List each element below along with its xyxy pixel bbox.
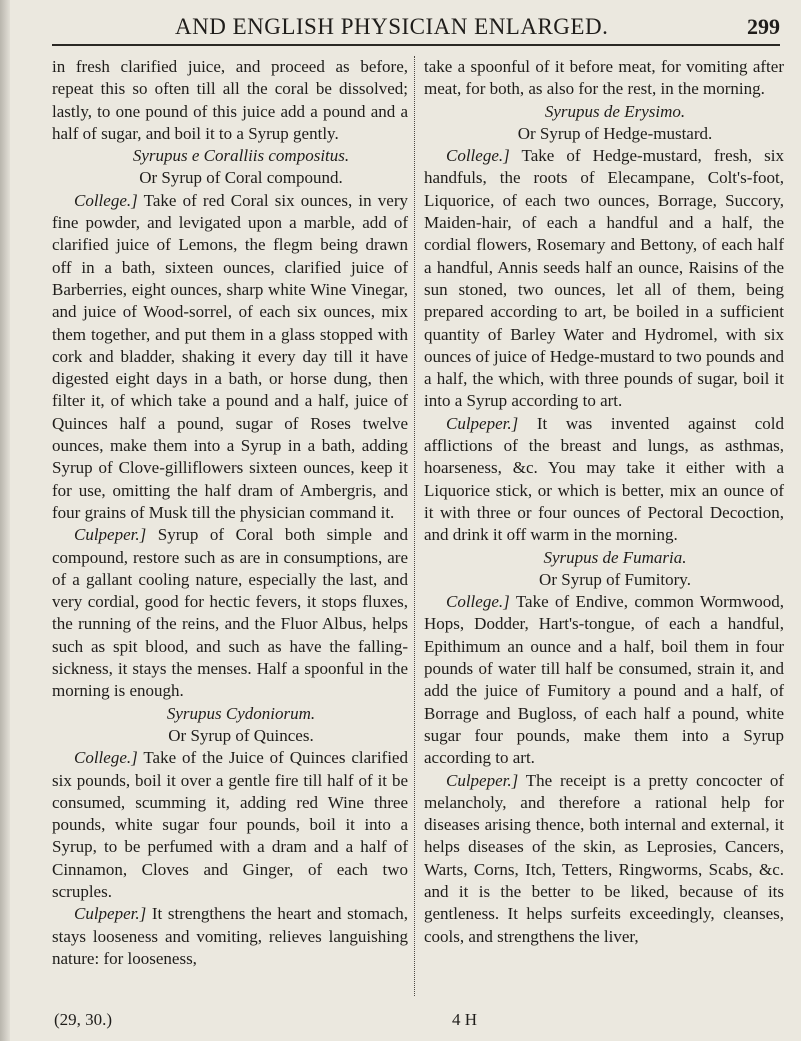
- sheet-number: (29, 30.): [54, 1010, 113, 1029]
- section-subtitle: Or Syrup of Quinces.: [168, 725, 314, 745]
- running-head: AND ENGLISH PHYSICIAN ENLARGED.: [175, 14, 609, 39]
- column-divider: [414, 56, 415, 996]
- speaker-label: College.]: [74, 190, 138, 210]
- paragraph-text: The receipt is a pretty concocter of melancholy, and therefore a rational help for diseases arising thence, both internal and external, it helps diseases of the skin, as Leprosies, Cancers, Warts, Corns, Itch, Tetters, Ringworms, Scabs, &c. and it is the better to be liked, because of its gentleness. It helps surfeits exceedingly, cleanses, cools, and strengthens the liver,: [424, 770, 784, 946]
- paragraph: take a spoonful of it before meat, for vomiting after meat, for both, as also for the rest, in the morning.: [424, 57, 784, 99]
- paragraph-text: Take of Hedge-mustard, fresh, six handfuls, the roots of Elecampane, Colt's-foot, Liquorice, of each two ounces, Borrage, Succory, Maiden-hair, of each a handful and a half, the cordial flowers, Rosemary and Bettony, of each half a handful, Annis seeds half an ounce, Raisins of the sun stoned, two ounces, let all of them, being prepared according to art, be boiled in a sufficient quantity of Barley Water and Hydromel, with six ounces of juice of Hedge-mustard to two pounds and a half, the which, with three pounds of sugar, boil it into a Syrup according to art.: [424, 146, 784, 411]
- paragraph-text: Take of red Coral six ounces, in very fine powder, and levigated upon a marble, add of clarified juice of Lemons, the flegm being drawn off in a bath, sixteen ounces, clarified juice of Barberries, eight ounces, sharp white Wine Vinegar, and juice of Wood-sorrel, of each six ounces, mix them together, and put them in a glass stopped with cork and bladder, shaking it every day till it have digested eight days in a bath, or horse dung, then filter it, of which take a pound and a half, juice of Quinces half a pound, sugar of Roses twelve ounces, make them into a Syrup in a bath, adding Syrup of Clove-gilliflowers sixteen ounces, keep it for use, omitting the half dram of Ambergris, and four grains of Musk till the physician command it.: [52, 190, 408, 522]
- section-title: Syrupus de Fumaria.: [543, 547, 687, 567]
- section-title: Syrupus e Coralliis compositus.: [132, 146, 350, 166]
- paragraph-text: Syrup of Coral both simple and compound, restore such as are in consumptions, are of a gallant cooling nature, especially the last, and very cordial, good for hectic fevers, it stops fluxes, the running of the reins, and the Fluor Albus, helps such as spit blood, and such as have the falling-sickness, it stays the menses. Half a spoonful in the morning is enough.: [52, 525, 408, 701]
- paragraph-text: It was invented against cold afflictions of the breast and lungs, as asthmas, hoarseness, &c. You may take it either with a Liquorice stick, or which is better, mix an ounce of it with three or four ounces of Pectoral Decoction, and drink it off warm in the morning.: [424, 413, 784, 545]
- speaker-label: College.]: [446, 592, 510, 612]
- section-title: Syrupus de Erysimo.: [544, 101, 686, 121]
- speaker-label: College.]: [74, 748, 138, 768]
- speaker-label: Culpeper.]: [446, 770, 519, 790]
- header-rule: [52, 44, 780, 46]
- paragraph: [424, 770, 784, 948]
- paragraph: [424, 145, 784, 413]
- page-number: 299: [747, 14, 780, 39]
- section-subtitle: Or Syrup of Hedge-mustard.: [517, 123, 713, 143]
- paragraph: in fresh clarified juice, and proceed as before, repeat this so often till all the coral be dissolved; lastly, to one pound of this juice add a pound and a half of sugar, and boil it to a Syrup gently.: [52, 57, 408, 143]
- paragraph-text: Take of the Juice of Quinces clarified six pounds, boil it over a gentle fire till half of it be consumed, scumming it, adding red Wine three pounds, white sugar four pounds, boil it into a Syrup, to be perfumed with a dram and a half of Cinnamon, Cloves and Ginger, of each two scruples.: [52, 748, 408, 901]
- paragraph: [424, 413, 784, 547]
- page-header: [45, 14, 780, 44]
- page-binding-edge: [0, 0, 10, 1041]
- section-title: Syrupus Cydoniorum.: [166, 703, 316, 723]
- paragraph: [424, 591, 784, 769]
- signature-mark: 4 H: [452, 1010, 478, 1029]
- speaker-label: College.]: [446, 146, 510, 166]
- paragraph: [52, 524, 408, 702]
- section-subtitle: Or Syrup of Fumitory.: [539, 569, 691, 589]
- paragraph-text: It strengthens the heart and stomach, stays looseness and vomiting, relieves languishing nature: for looseness,: [52, 904, 408, 968]
- speaker-label: Culpeper.]: [74, 904, 147, 924]
- paragraph: [52, 903, 408, 970]
- paragraph: [52, 747, 408, 903]
- left-column: [52, 56, 408, 970]
- section-subtitle: Or Syrup of Coral compound.: [139, 168, 343, 188]
- right-column: [424, 56, 784, 948]
- paragraph-text: Take of Endive, common Wormwood, Hops, Dodder, Hart's-tongue, of each a handful, Epithimum an ounce and a half, boil them in four pounds of water till half be consumed, strain it, and add the juice of Fumitory a pound and a half, of Borrage and Bugloss, of each half a pound, white sugar four pounds, make them into a Syrup according to art.: [424, 592, 784, 768]
- paragraph: [52, 190, 408, 524]
- speaker-label: Culpeper.]: [446, 413, 519, 433]
- speaker-label: Culpeper.]: [74, 525, 147, 545]
